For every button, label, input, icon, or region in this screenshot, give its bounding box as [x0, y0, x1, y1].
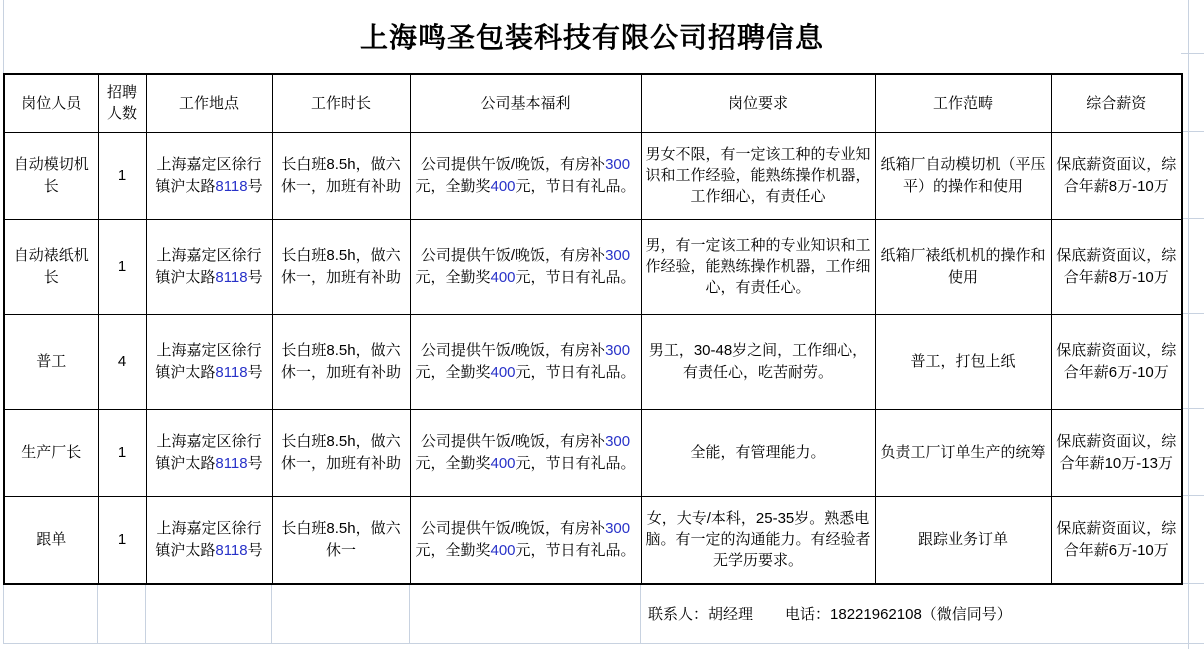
cell-position: 普工 [4, 314, 98, 409]
gridline [1188, 0, 1189, 649]
col-header-salary: 综合薪资 [1051, 74, 1182, 132]
cell-position: 生产厂长 [4, 409, 98, 496]
cell-location: 上海嘉定区徐行镇沪太路8118号 [146, 132, 272, 219]
col-header-requirements: 岗位要求 [641, 74, 875, 132]
cell-salary: 保底薪资面议，综合年薪8万-10万 [1051, 132, 1182, 219]
col-header-location: 工作地点 [146, 74, 272, 132]
table-row [4, 132, 1182, 219]
cell-scope: 负责工厂订单生产的统筹 [875, 409, 1051, 496]
gridline [97, 583, 98, 643]
cell-salary: 保底薪资面议，综合年薪6万-10万 [1051, 496, 1182, 584]
cell-benefits: 公司提供午饭/晚饭，有房补300元，全勤奖400元，节日有礼品。 [410, 314, 641, 409]
col-header-position: 岗位人员 [4, 74, 98, 132]
cell-hours: 长白班8.5h，做六休一，加班有补助 [272, 132, 410, 219]
cell-count: 1 [98, 409, 146, 496]
gridline [271, 583, 272, 643]
cell-salary: 保底薪资面议，综合年薪8万-10万 [1051, 219, 1182, 314]
page-title: 上海鸣圣包装科技有限公司招聘信息 [359, 22, 824, 53]
cell-position: 自动裱纸机长 [4, 219, 98, 314]
gridline [3, 583, 4, 643]
cell-scope: 普工，打包上纸 [875, 314, 1051, 409]
cell-benefits: 公司提供午饭/晚饭，有房补300元，全勤奖400元，节日有礼品。 [410, 132, 641, 219]
contact-person: 联系人：胡经理 [648, 605, 754, 623]
contact-info [648, 583, 1012, 643]
cell-salary: 保底薪资面议，综合年薪10万-13万 [1051, 409, 1182, 496]
cell-count: 1 [98, 496, 146, 584]
cell-hours: 长白班8.5h，做六休一，加班有补助 [272, 409, 410, 496]
gridline [1182, 218, 1204, 219]
cell-requirements: 男工，30-48岁之间，工作细心，有责任心，吃苦耐劳。 [641, 314, 875, 409]
cell-requirements: 全能，有管理能力。 [641, 409, 875, 496]
cell-location: 上海嘉定区徐行镇沪太路8118号 [146, 496, 272, 584]
gridline [1182, 313, 1204, 314]
cell-requirements: 男女不限，有一定该工种的专业知识和工作经验，能熟练操作机器，工作细心，有责任心 [641, 132, 875, 219]
cell-count: 1 [98, 219, 146, 314]
cell-benefits: 公司提供午饭/晚饭，有房补300元，全勤奖400元，节日有礼品。 [410, 219, 641, 314]
col-header-count: 招聘人数 [98, 74, 146, 132]
cell-count: 1 [98, 132, 146, 219]
header-row [4, 74, 1182, 132]
cell-hours: 长白班8.5h，做六休一，加班有补助 [272, 314, 410, 409]
cell-scope: 跟踪业务订单 [875, 496, 1051, 584]
cell-requirements: 男，有一定该工种的专业知识和工作经验，能熟练操作机器，工作细心，有责任心。 [641, 219, 875, 314]
cell-count: 4 [98, 314, 146, 409]
gridline [1182, 408, 1204, 409]
gridline [1182, 583, 1204, 584]
gridline [1182, 495, 1204, 496]
col-header-scope: 工作范畴 [875, 74, 1051, 132]
cell-hours: 长白班8.5h，做六休一 [272, 496, 410, 584]
cell-hours: 长白班8.5h，做六休一，加班有补助 [272, 219, 410, 314]
cell-position: 自动模切机长 [4, 132, 98, 219]
table-row [4, 219, 1182, 314]
cell-benefits: 公司提供午饭/晚饭，有房补300元，全勤奖400元，节日有礼品。 [410, 496, 641, 584]
cell-location: 上海嘉定区徐行镇沪太路8118号 [146, 219, 272, 314]
cell-benefits: 公司提供午饭/晚饭，有房补300元，全勤奖400元，节日有礼品。 [410, 409, 641, 496]
cell-location: 上海嘉定区徐行镇沪太路8118号 [146, 409, 272, 496]
col-header-hours: 工作时长 [272, 74, 410, 132]
table-row [4, 496, 1182, 584]
cell-scope: 纸箱厂裱纸机机的操作和使用 [875, 219, 1051, 314]
jobs-table [3, 73, 1183, 585]
cell-requirements: 女，大专/本科，25-35岁。熟悉电脑。有一定的沟通能力。有经验者无学历要求。 [641, 496, 875, 584]
gridline [409, 583, 410, 643]
gridline [3, 643, 1204, 644]
cell-salary: 保底薪资面议，综合年薪6万-10万 [1051, 314, 1182, 409]
gridline [145, 583, 146, 643]
cell-scope: 纸箱厂自动模切机（平压平）的操作和使用 [875, 132, 1051, 219]
gridline [640, 583, 641, 643]
table-row [4, 409, 1182, 496]
col-header-benefits: 公司基本福利 [410, 74, 641, 132]
contact-phone: 电话：18221962108（微信同号） [785, 605, 1012, 623]
cell-location: 上海嘉定区徐行镇沪太路8118号 [146, 314, 272, 409]
gridline [1181, 53, 1204, 54]
cell-position: 跟单 [4, 496, 98, 584]
table-row [4, 314, 1182, 409]
gridline [1182, 131, 1204, 132]
